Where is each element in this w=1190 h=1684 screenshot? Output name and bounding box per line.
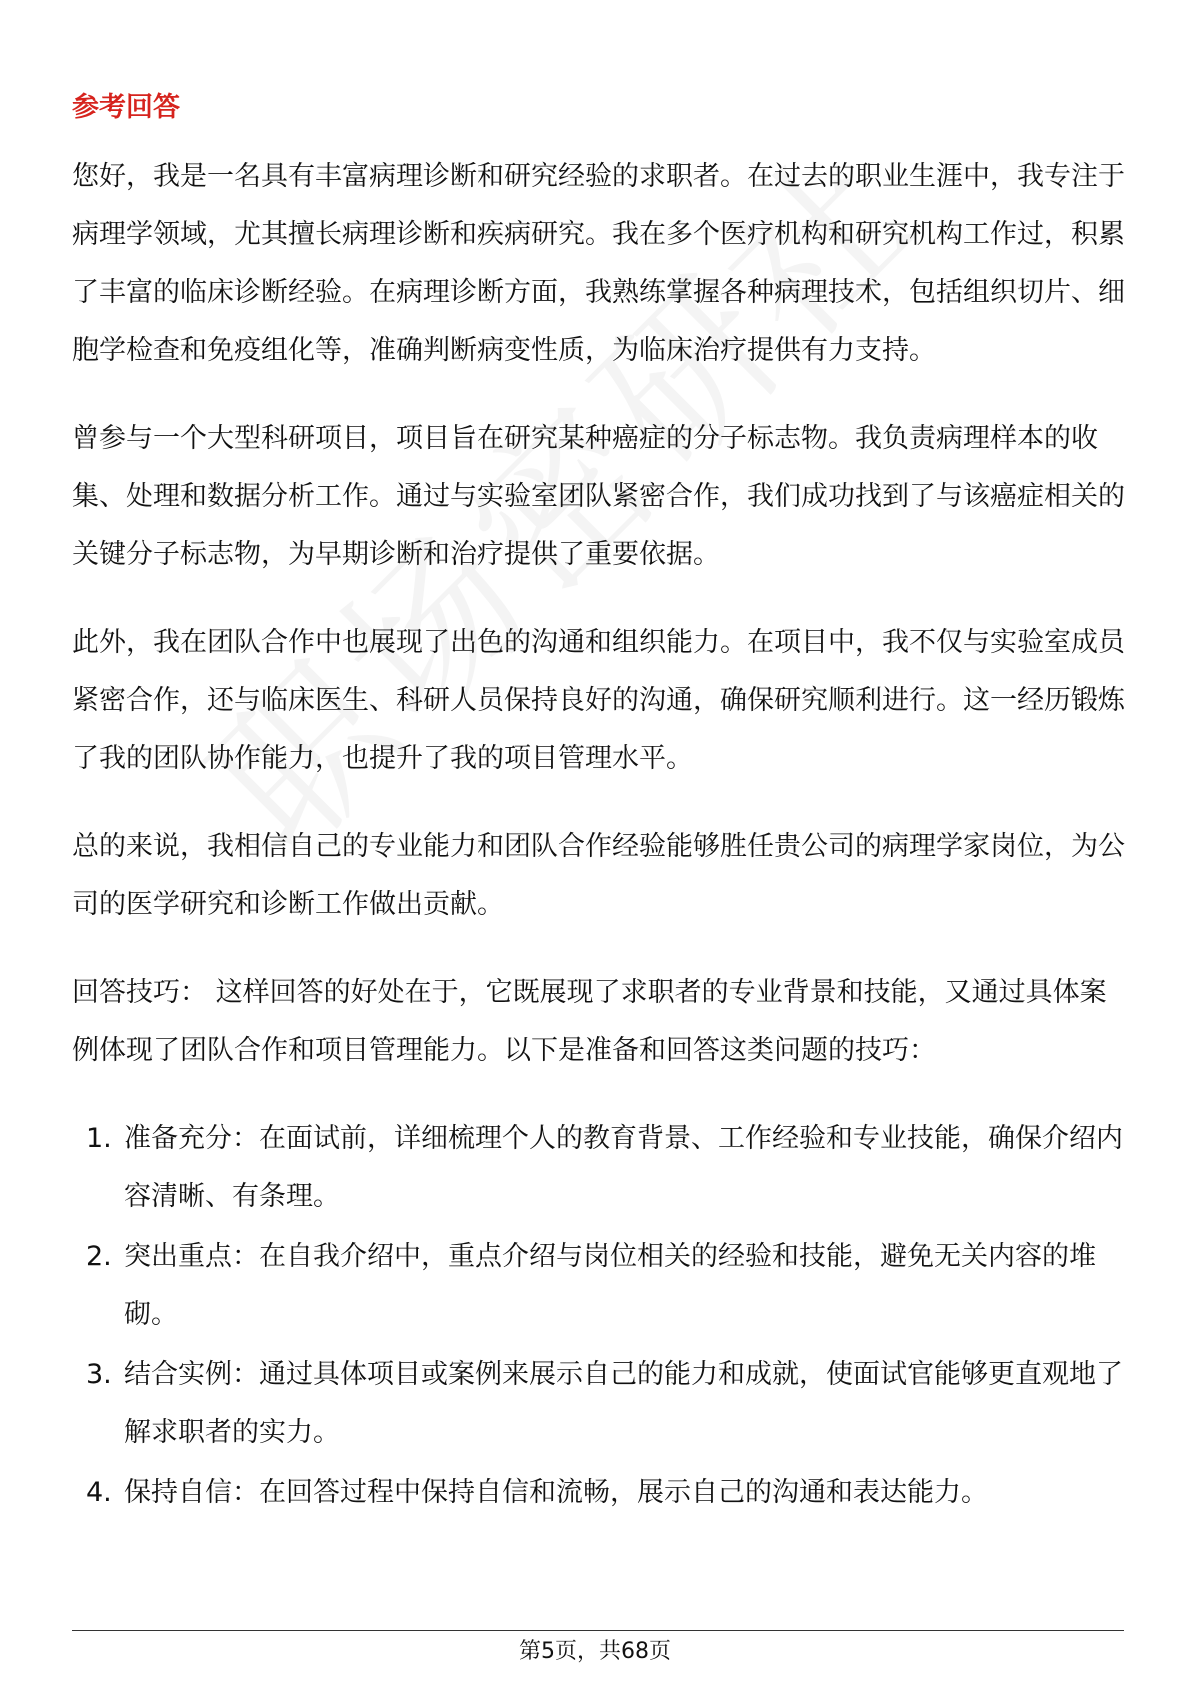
list-text: 保持自信：在回答过程中保持自信和流畅，展示自己的沟通和表达能力。 (124, 1477, 988, 1508)
answer-paragraph-1: 您好，我是一名具有丰富病理诊断和研究经验的求职者。在过去的职业生涯中，我专注于病理学领域，尤其擅长病理诊断和疾病研究。我在多个医疗机构和研究机构工作过，积累了丰富的临床诊断经验。在病理诊断方面，我熟练掌握各种病理技术，包括组织切片、细胞学检查和免疫组化等，准确判断病变性质，为临床治疗提供有力支持。 (72, 161, 1125, 366)
list-item (72, 1228, 1132, 1344)
list-number: 2. (86, 1241, 112, 1272)
list-text: 准备充分：在面试前，详细梳理个人的教育背景、工作经验和专业技能，确保介绍内容清晰、有条理。 (124, 1123, 1123, 1212)
tips-intro-paragraph: 回答技巧： 这样回答的好处在于，它既展现了求职者的专业背景和技能，又通过具体案例体现了团队合作和项目管理能力。以下是准备和回答这类问题的技巧： (72, 977, 1107, 1066)
section-heading: 参考回答 (72, 92, 180, 123)
page-content (72, 88, 1132, 1524)
footer-divider (72, 1630, 1124, 1631)
list-text: 结合实例：通过具体项目或案例来展示自己的能力和成就，使面试官能够更直观地了解求职者的实力。 (124, 1359, 1123, 1448)
list-number: 3. (86, 1359, 112, 1390)
list-item (72, 1110, 1132, 1226)
tips-list (72, 1110, 1132, 1522)
answer-paragraph-2: 曾参与一个大型科研项目，项目旨在研究某种癌症的分子标志物。我负责病理样本的收集、处理和数据分析工作。通过与实验室团队紧密合作，我们成功找到了与该癌症相关的关键分子标志物，为早期诊断和治疗提供了重要依据。 (72, 423, 1125, 570)
answer-paragraph-4: 总的来说，我相信自己的专业能力和团队合作经验能够胜任贵公司的病理学家岗位，为公司的医学研究和诊断工作做出贡献。 (72, 831, 1125, 920)
list-number: 1. (86, 1123, 112, 1154)
list-item (72, 1464, 1132, 1522)
list-item (72, 1346, 1132, 1462)
page-number: 第5页，共68页 (519, 1639, 671, 1664)
list-number: 4. (86, 1477, 112, 1508)
list-text: 突出重点：在自我介绍中，重点介绍与岗位相关的经验和技能，避免无关内容的堆砌。 (124, 1241, 1096, 1330)
answer-paragraph-3: 此外，我在团队合作中也展现了出色的沟通和组织能力。在项目中，我不仅与实验室成员紧密合作，还与临床医生、科研人员保持良好的沟通，确保研究顺利进行。这一经历锻炼了我的团队协作能力，也提升了我的项目管理水平。 (72, 627, 1125, 774)
